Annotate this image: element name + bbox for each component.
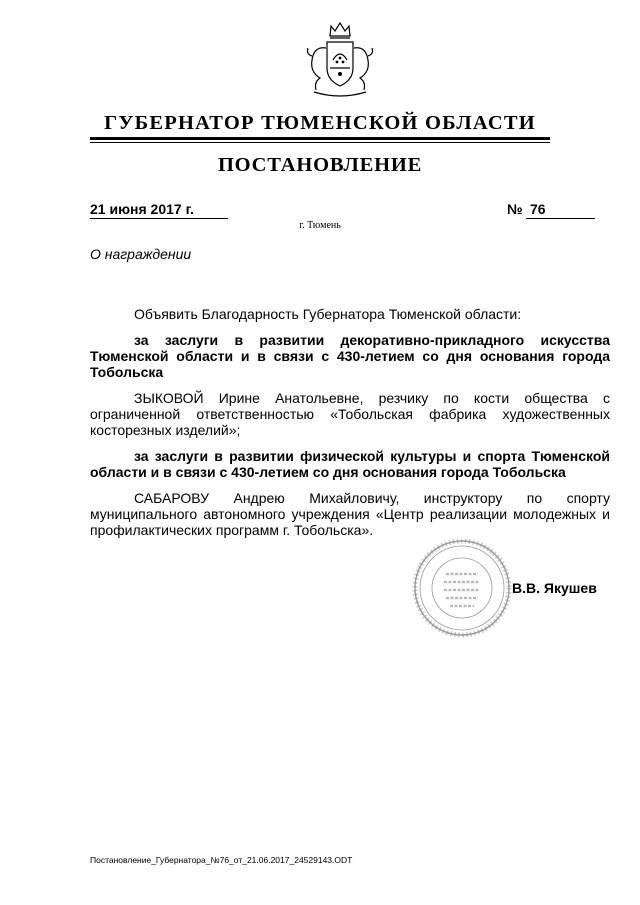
document-number: 76 bbox=[530, 201, 546, 217]
document-subject: О награждении bbox=[90, 246, 192, 262]
authority-title: ГУБЕРНАТОР ТЮМЕНСКОЙ ОБЛАСТИ bbox=[104, 112, 536, 134]
document-date: 21 июня 2017 г. bbox=[90, 201, 194, 217]
header-rule-thick bbox=[90, 137, 550, 140]
date-underline bbox=[90, 218, 228, 219]
section2-heading: за заслуги в развитии физической культуры и спорта Тюменской области и в связи с 430-летием со дня основания города Тобольска bbox=[90, 448, 610, 480]
number-sign: № bbox=[507, 201, 523, 217]
signer-name: В.В. Якушев bbox=[512, 580, 597, 596]
body-intro: Объявить Благодарность Губернатора Тюменской области: bbox=[134, 306, 522, 322]
section1-heading: за заслуги в развитии декоративно-прикладного искусства Тюменской области и в связи с 430-летием со дня основания города Тобольска bbox=[90, 332, 610, 380]
section1-person: ЗЫКОВОЙ Ирине Анатольевне, резчику по кости общества с ограниченной ответственностью «Тобольская фабрика художественных косторезных изделий»; bbox=[90, 390, 610, 438]
document-city: г. Тюмень bbox=[299, 220, 341, 231]
coat-of-arms-icon bbox=[300, 20, 380, 102]
official-seal-icon bbox=[412, 538, 512, 638]
document-body bbox=[90, 306, 610, 548]
footer-filename: Постановление_Губернатора_№76_от_21.06.2017_24529143.ODT bbox=[90, 855, 353, 865]
document-type: ПОСТАНОВЛЕНИЕ bbox=[217, 154, 423, 176]
section2-person: САБАРОВУ Андрею Михайловичу, инструктору по спорту муниципального автономного учреждения «Центр реализации молодежных и профилактических программ г. Тобольска». bbox=[90, 490, 610, 538]
header-rule-thin bbox=[90, 142, 550, 143]
number-underline bbox=[526, 218, 595, 219]
